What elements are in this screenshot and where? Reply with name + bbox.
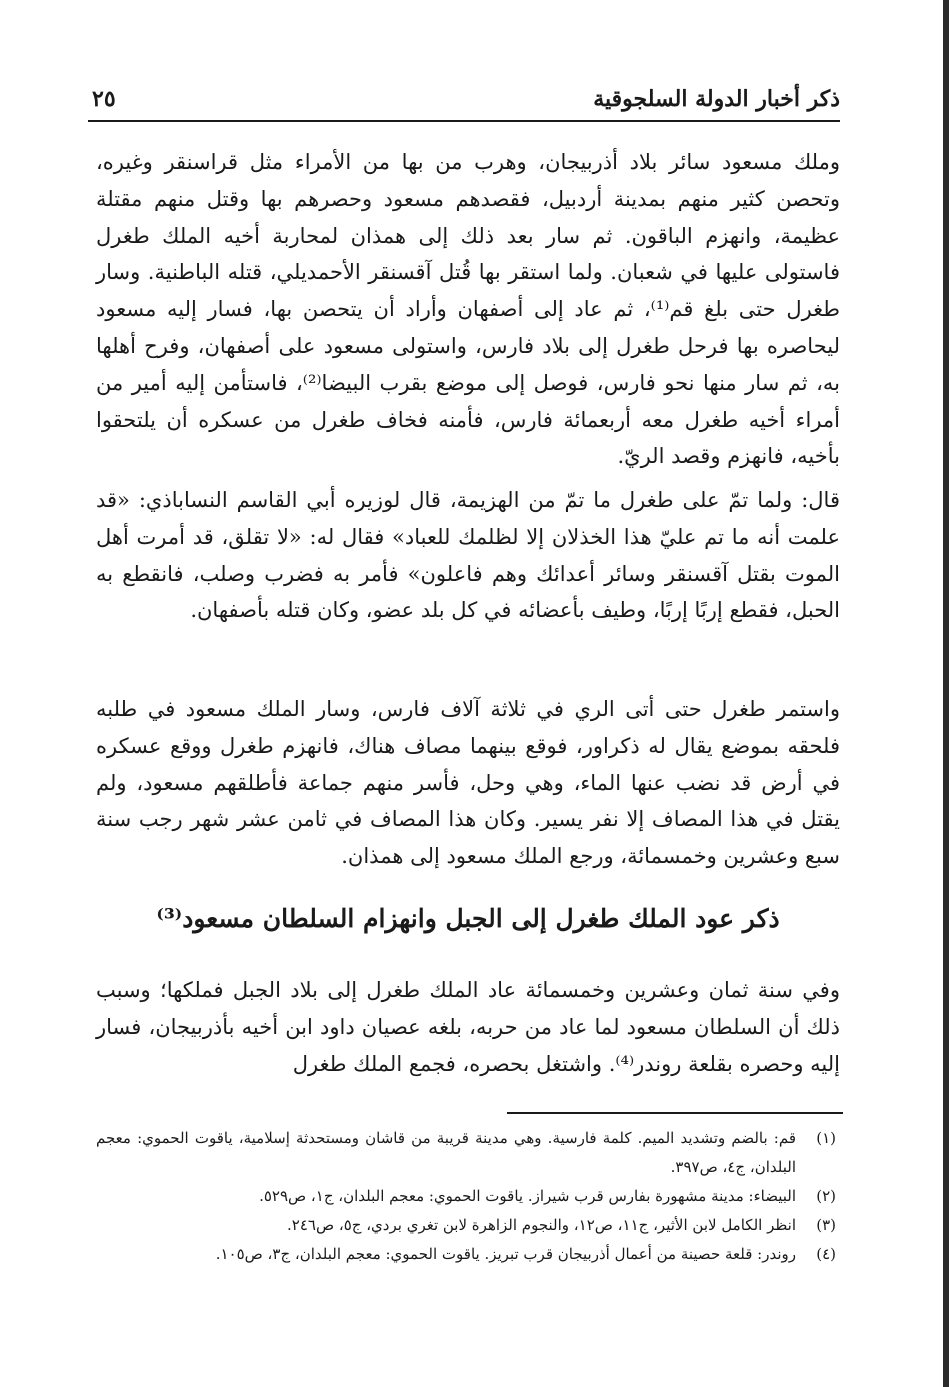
paragraph-1: وملك مسعود سائر بلاد أذربيجان، وهرب من بها من الأمراء مثل قراسنقر وغيره، وتحصن كثير منهم بمدينة أردبيل، فقصدهم مسعود وحصرهم بها وقتل منهم مقتلة عظيمة، وانهزم الباقون. ثم سار بعد ذلك إلى همذان لمحاربة أخيه الملك طغرل فاستولى عليها في شعبان. ولما استقر بها قُتل آقسنقر الأحمديلي، قتله الباطنية. وسار طغرل حتى بلغ قم⁽¹⁾، ثم عاد إلى أصفهان وأراد أن يتحصن بها، فسار إليه مسعود ليحاصره بها فرحل طغرل إلى بلاد فارس، واستولى مسعود على أصفهان، وفرح أهلها به، ثم سار منها نحو فارس، فوصل إلى موضع بقرب البيضا⁽²⁾، فاستأمن إليه أمير من أمراء أخيه طغرل معه أربعمائة فارس، فأمنه فخاف طغرل من عسكره أن يلتحقوا بأخيه، فانهزم وقصد الريّ. [96, 150, 841, 469]
footnote-number: (٢) [816, 1187, 836, 1205]
paragraph-4: وفي سنة ثمان وعشرين وخمسمائة عاد الملك طغرل إلى بلاد الجبل فملكها؛ وسبب ذلك أن السلطان مسعود لما عاد من حربه، بلغه عصيان داود ابن أخيه بأذربيجان، فسار إليه وحصره بقلعة روندر⁽⁴⁾. واشتغل بحصره، فجمع الملك طغرل [96, 978, 840, 1076]
page-header [88, 84, 840, 122]
page-edge-shadow [943, 0, 949, 1387]
footnote-number: (٤) [816, 1245, 836, 1263]
footnote-3 [96, 1211, 840, 1240]
footnote-text: روندر: قلعة حصينة من أعمال أذربيجان قرب تبريز. ياقوت الحموي: معجم البلدان، ج٣، ص١٠٥. [215, 1245, 796, 1263]
running-title: ذكر أخبار الدولة السلجوقية [593, 86, 840, 112]
footnotes [96, 1124, 840, 1269]
page-number: ٢٥ [92, 86, 116, 112]
paragraph-3: واستمر طغرل حتى أتى الري في ثلاثة آلاف فارس، وسار الملك مسعود في طلبه فلحقه بموضع يقال له ذكراور، فوقع بينهما مصاف هناك، فانهزم طغرل ووقع عسكره في أرض قد نضب عنها الماء، وهي وحل، فأسر منهم جماعة فأطلقهم مسعود، ولم يقتل في هذا المصاف إلا نفر يسير. وكان هذا المصاف في ثامن عشر شهر رجب سنة سبع وعشرين وخمسمائة، ورجع الملك مسعود إلى همذان. [96, 697, 840, 869]
section-heading: ذكر عود الملك طغرل إلى الجبل وانهزام السلطان مسعود⁽³⁾ [156, 904, 780, 933]
footnote-number: (١) [816, 1129, 836, 1147]
footnote-text: انظر الكامل لابن الأثير، ج١١، ص١٢، والنجوم الزاهرة لابن تغري بردي، ج٥، ص٢٤٦. [287, 1216, 796, 1234]
footnote-4 [96, 1240, 840, 1269]
footnote-1 [96, 1124, 840, 1182]
footnote-2 [96, 1182, 840, 1211]
footnote-separator [507, 1112, 843, 1114]
footnote-text: قم: بالضم وتشديد الميم. كلمة فارسية. وهي مدينة قريبة من قاشان ومستحدثة إسلامية، ياقوت الحموي: معجم البلدان، ج٤، ص٣٩٧. [96, 1129, 796, 1176]
paragraph-2: قال: ولما تمّ على طغرل ما تمّ من الهزيمة، قال لوزيره أبي القاسم النساباذي: «قد علمت أنه ما تم عليّ هذا الخذلان إلا لظلمك للعباد» فقال له: «لا تقلق، قد أمرت أهل الموت بقتل آقسنقر وسائر أعدائك وهم فاعلون» فأمر به فضرب وصلب، فانقطع به الحبل، فقطع إربًا إربًا، وطيف بأعضائه في كل بلد عضو، وكان قتله بأصفهان. [96, 488, 840, 623]
footnote-text: البيضاء: مدينة مشهورة بفارس قرب شيراز. ياقوت الحموي: معجم البلدان، ج١، ص٥٢٩. [259, 1187, 796, 1205]
footnote-number: (٣) [816, 1216, 836, 1234]
